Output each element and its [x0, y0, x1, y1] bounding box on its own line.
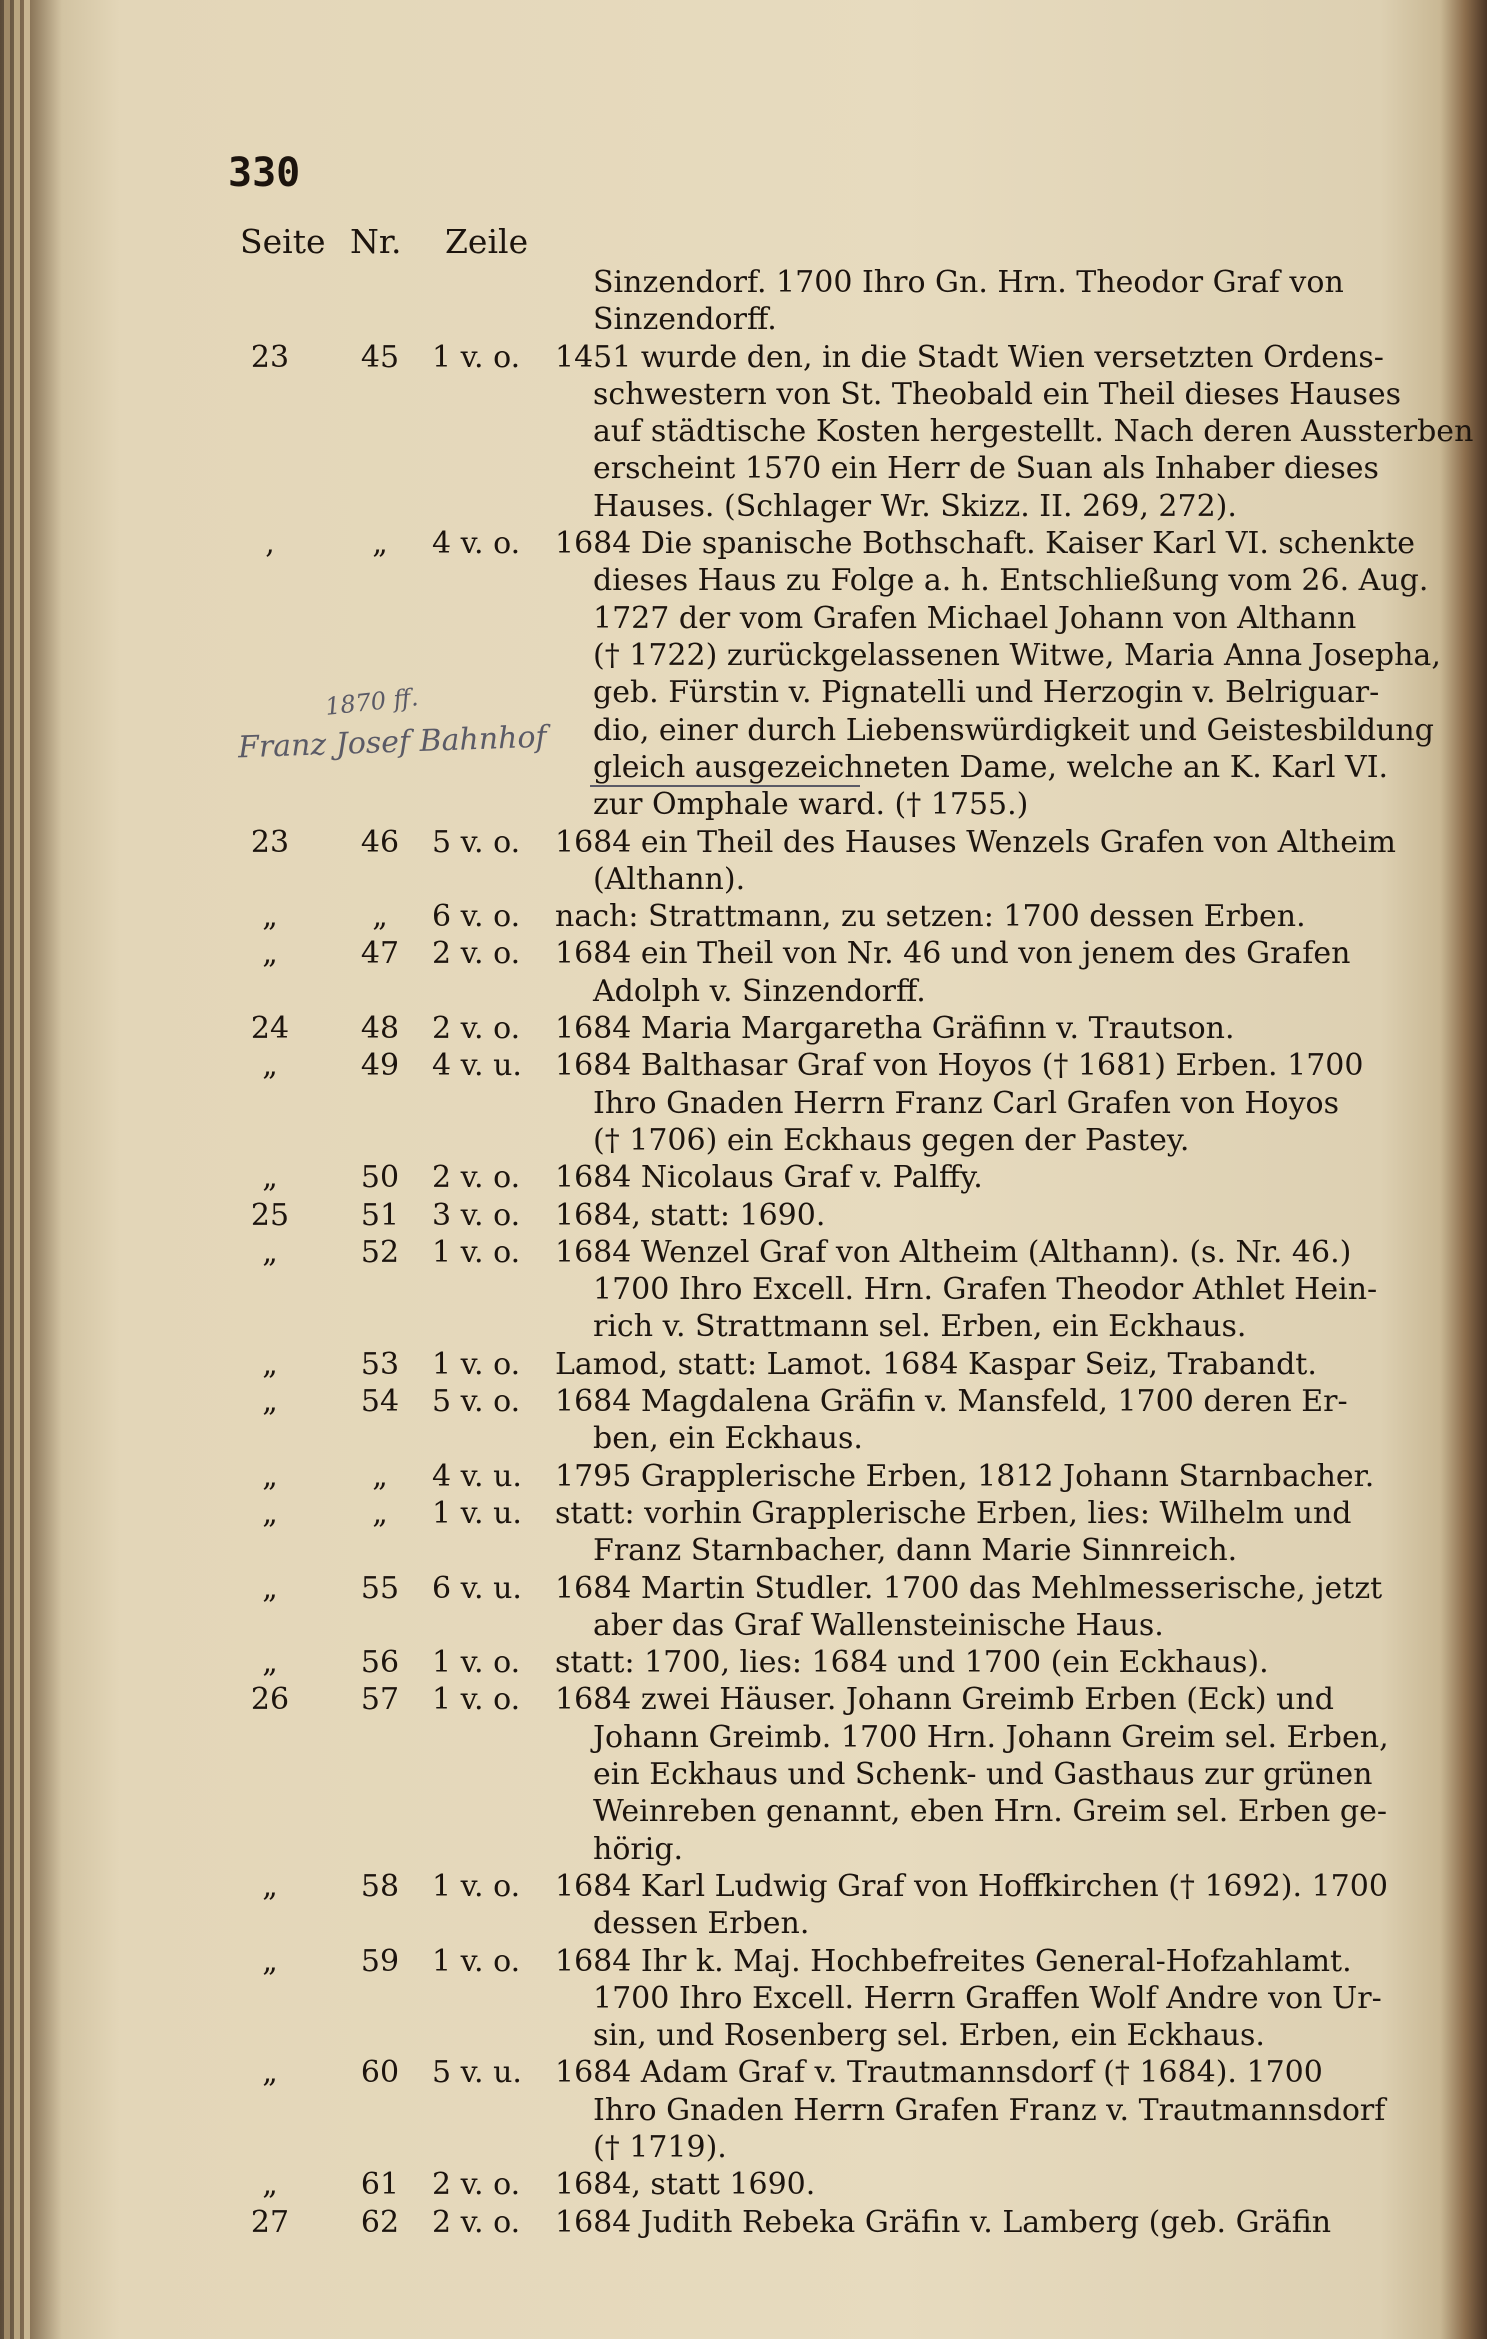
errata-entry — [0, 1644, 1487, 1681]
header-seite: Seite — [240, 222, 326, 261]
entry-zeile: 2 v. o. — [432, 2167, 521, 2203]
entry-text-line: 1684, statt 1690. — [555, 2167, 816, 2203]
entry-text — [555, 2166, 1395, 2203]
entry-text-line: 1795 Grapplerische Erben, 1812 Johann Starnbacher. — [555, 1458, 1375, 1494]
errata-entry — [0, 824, 1487, 899]
entry-seite: 27 — [250, 2204, 290, 2240]
entry-text — [555, 2204, 1395, 2241]
entry-text-line: Hauses. (Schlager Wr. Skizz. II. 269, 272). — [593, 488, 1237, 524]
entry-zeile: 4 v. u. — [432, 1048, 522, 1084]
entry-text-line: Johann Greimb. 1700 Hrn. Johann Greim sel. Erben, — [593, 1719, 1389, 1755]
entry-text — [555, 1159, 1395, 1196]
entry-text-line: Lamod, statt: Lamot. 1684 Kaspar Seiz, Trabandt. — [555, 1346, 1317, 1382]
entry-text-line: Adolph v. Sinzendorff. — [593, 973, 926, 1009]
entry-seite: „ — [262, 1495, 278, 1531]
entry-zeile: 1 v. o. — [432, 1868, 521, 1904]
entry-text-line: sin, und Rosenberg sel. Erben, ein Eckhaus. — [593, 2018, 1265, 2054]
entry-text-line: Ihro Gnaden Herrn Franz Carl Grafen von Hoyos — [593, 1085, 1339, 1121]
entry-zeile: 1 v. u. — [432, 1495, 522, 1531]
entry-nr: 58 — [360, 1868, 400, 1904]
entry-nr: 50 — [360, 1160, 400, 1196]
entry-text-line: geb. Fürstin v. Pignatelli und Herzogin v. Belriguar- — [593, 675, 1380, 711]
entry-nr: 62 — [360, 2204, 400, 2240]
entry-text — [555, 1495, 1395, 1570]
entry-text-line: auf städtische Kosten hergestellt. Nach deren Aussterben — [593, 414, 1474, 450]
entry-text — [555, 1644, 1395, 1681]
entry-nr: 52 — [360, 1234, 400, 1270]
entry-zeile: 5 v. u. — [432, 2055, 522, 2091]
entry-seite: 26 — [250, 1682, 290, 1718]
header-zeile: Zeile — [445, 222, 529, 261]
entry-zeile: 1 v. o. — [432, 1234, 521, 1270]
entry-zeile: 4 v. u. — [432, 1458, 522, 1494]
entry-text — [555, 935, 1395, 1010]
errata-entry — [0, 264, 1487, 339]
errata-entry — [0, 1010, 1487, 1047]
entry-text-line: rich v. Strattmann sel. Erben, ein Eckhaus. — [593, 1309, 1247, 1345]
entry-text — [555, 1458, 1395, 1495]
entry-zeile: 1 v. o. — [432, 339, 521, 375]
entry-text-line: erscheint 1570 ein Herr de Suan als Inhaber dieses — [593, 451, 1379, 487]
entry-text-line: zur Omphale ward. († 1755.) — [593, 787, 1029, 823]
errata-entry — [0, 1159, 1487, 1196]
entry-text-line: 1684 Maria Margaretha Gräfinn v. Trautson. — [555, 1011, 1235, 1046]
entry-nr: 54 — [360, 1384, 400, 1419]
entry-nr: „ — [372, 1458, 388, 1494]
entry-seite: , — [265, 526, 275, 562]
entry-text-line: 1451 wurde den, in die Stadt Wien versetzten Ordens- — [555, 339, 1384, 375]
entry-text-line: 1684 Magdalena Gräfin v. Mansfeld, 1700 deren Er- — [555, 1384, 1348, 1419]
entry-nr: 57 — [360, 1682, 400, 1718]
errata-entry — [0, 2054, 1487, 2166]
errata-entry — [0, 1458, 1487, 1495]
errata-entry — [0, 1681, 1487, 1868]
entry-nr: 55 — [360, 1570, 400, 1606]
entry-text — [555, 525, 1441, 823]
entry-text-line: 1700 Ihro Excell. Herrn Graffen Wolf Andre von Ur- — [593, 1980, 1382, 2016]
entry-nr: 47 — [360, 936, 400, 972]
entry-text-line: 1684 Judith Rebeka Gräfin v. Lamberg (geb. Gräfin — [555, 2204, 1332, 2240]
entry-text-line: 1684 Karl Ludwig Graf von Hoffkirchen († 1692). 1700 — [555, 1868, 1388, 1904]
entry-zeile: 6 v. o. — [432, 899, 521, 935]
entry-text — [555, 2054, 1395, 2166]
entry-text-line: 1684 ein Theil des Hauses Wenzels Grafen von Altheim — [555, 824, 1396, 860]
entry-text-line: 1684 Adam Graf v. Trautmannsdorf († 1684). 1700 — [555, 2055, 1323, 2091]
errata-entry — [0, 1383, 1487, 1458]
entry-text — [555, 1943, 1395, 2055]
entry-text-line: 1684 zwei Häuser. Johann Greimb Erben (Eck) und — [555, 1682, 1334, 1718]
entry-nr: „ — [372, 1495, 388, 1531]
entry-text-line: Franz Starnbacher, dann Marie Sinnreich. — [593, 1533, 1238, 1569]
page-number: 330 — [228, 150, 301, 196]
entry-text-line: Sinzendorff. — [593, 302, 777, 338]
entry-zeile: 6 v. u. — [432, 1570, 522, 1606]
entry-text — [555, 898, 1395, 935]
entry-zeile: 5 v. o. — [432, 1384, 521, 1419]
entry-nr: 49 — [360, 1048, 400, 1084]
entry-text-line: (Althann). — [593, 861, 746, 897]
entry-text-line: 1700 Ihro Excell. Hrn. Grafen Theodor Athlet Hein- — [593, 1272, 1378, 1308]
errata-entry — [0, 1346, 1487, 1383]
entry-text-line: 1684 ein Theil von Nr. 46 und von jenem des Grafen — [555, 936, 1351, 972]
errata-entry — [0, 1868, 1487, 1943]
entry-text-line: 1684 Balthasar Graf von Hoyos († 1681) Erben. 1700 — [555, 1048, 1364, 1084]
entry-nr: „ — [372, 899, 388, 935]
entry-text-line: 1684 Wenzel Graf von Altheim (Althann). (s. Nr. 46.) — [555, 1234, 1352, 1270]
entry-zeile: 5 v. o. — [432, 824, 521, 860]
entry-seite: „ — [262, 1160, 278, 1196]
entry-seite: 24 — [250, 1011, 290, 1046]
entry-text-line: 1684 Martin Studler. 1700 das Mehlmesserische, jetzt — [555, 1570, 1383, 1606]
errata-entry — [0, 1495, 1487, 1570]
entry-text-line: 1684 Ihr k. Maj. Hochbefreites General-Hofzahlamt. — [555, 1943, 1352, 1979]
entry-text — [555, 1047, 1395, 1159]
entry-seite: „ — [262, 899, 278, 935]
entry-zeile: 2 v. o. — [432, 2204, 521, 2240]
entry-text-line: ein Eckhaus und Schenk- und Gasthaus zur grünen — [593, 1756, 1373, 1792]
errata-entry — [0, 1943, 1487, 2055]
entry-zeile: 1 v. o. — [432, 1645, 521, 1681]
entry-zeile: 2 v. o. — [432, 1011, 521, 1046]
entry-text — [555, 1346, 1395, 1383]
entry-text-line: statt: 1700, lies: 1684 und 1700 (ein Eckhaus). — [555, 1645, 1269, 1681]
entry-text-line: 1684 Nicolaus Graf v. Palffy. — [555, 1160, 983, 1196]
entry-seite: „ — [262, 936, 278, 972]
entry-seite: „ — [262, 1048, 278, 1084]
entry-text-line: hörig. — [593, 1831, 684, 1867]
entry-seite: 25 — [250, 1197, 290, 1233]
entry-text-line: nach: Strattmann, zu setzen: 1700 dessen Erben. — [555, 899, 1306, 935]
errata-entry — [0, 1197, 1487, 1234]
entry-text — [555, 824, 1395, 899]
handwritten-year: 1870 ff. — [323, 683, 420, 721]
entry-text-line: dieses Haus zu Folge a. h. Entschließung vom 26. Aug. — [593, 563, 1429, 599]
entry-nr: 46 — [360, 824, 400, 860]
errata-entry — [0, 1047, 1487, 1159]
entry-seite: „ — [262, 1458, 278, 1494]
entry-zeile: 1 v. o. — [432, 1943, 521, 1979]
entry-seite: „ — [262, 2167, 278, 2203]
entry-nr: 59 — [360, 1943, 400, 1979]
errata-entry — [0, 525, 1487, 823]
entry-seite: „ — [262, 1234, 278, 1270]
errata-entry — [0, 2204, 1487, 2241]
entry-zeile: 3 v. o. — [432, 1197, 521, 1233]
entry-text — [555, 1570, 1395, 1645]
entry-seite: „ — [262, 2055, 278, 2091]
entry-nr: 51 — [360, 1197, 400, 1233]
errata-entry — [0, 1570, 1487, 1645]
errata-entry — [0, 339, 1487, 526]
entry-text-line: († 1722) zurückgelassenen Witwe, Maria Anna Josepha, — [593, 637, 1441, 673]
entry-nr: 53 — [360, 1346, 400, 1382]
entry-text-line: 1684 Die spanische Bothschaft. Kaiser Karl VI. schenkte — [555, 526, 1416, 562]
errata-entry — [0, 2166, 1487, 2203]
entry-nr: 48 — [360, 1011, 400, 1046]
entry-text — [555, 1681, 1395, 1867]
entry-text-line: ben, ein Eckhaus. — [593, 1421, 863, 1457]
entry-seite: „ — [262, 1943, 278, 1979]
entry-zeile: 2 v. o. — [432, 1160, 521, 1196]
handwritten-margin-note: Franz Josef Bahnhof — [237, 719, 548, 766]
entry-seite: „ — [262, 1570, 278, 1606]
entry-text — [555, 1234, 1395, 1346]
entry-text-line: aber das Graf Wallensteinische Haus. — [593, 1607, 1164, 1643]
entry-seite: 23 — [250, 339, 290, 375]
entry-zeile: 2 v. o. — [432, 936, 521, 972]
entry-nr: 56 — [360, 1645, 400, 1681]
entry-nr: 45 — [360, 339, 400, 375]
entry-text-line: († 1719). — [593, 2129, 727, 2165]
entry-text — [555, 1197, 1395, 1234]
errata-entry — [0, 1234, 1487, 1346]
entry-text — [555, 1010, 1395, 1047]
entry-text-line: dio, einer durch Liebenswürdigkeit und Geistesbildung — [593, 712, 1434, 748]
entry-text — [555, 339, 1474, 525]
entry-nr: 61 — [360, 2167, 400, 2203]
entry-seite: „ — [262, 1384, 278, 1419]
entry-seite: „ — [262, 1868, 278, 1904]
entry-text-line: schwestern von St. Theobald ein Theil dieses Hauses — [593, 376, 1402, 412]
handwritten-underline — [590, 785, 860, 787]
entry-text-line: Weinreben genannt, eben Hrn. Greim sel. Erben ge- — [593, 1794, 1387, 1830]
entry-text-line: Sinzendorf. 1700 Ihro Gn. Hrn. Theodor Graf von — [593, 265, 1344, 300]
errata-entry — [0, 935, 1487, 1010]
entry-text-line: dessen Erben. — [593, 1906, 810, 1942]
entry-nr: „ — [372, 526, 388, 562]
entry-seite: „ — [262, 1645, 278, 1681]
entry-text-line: gleich ausgezeichneten Dame, welche an K. Karl VI. — [593, 749, 1389, 785]
entry-text — [555, 1383, 1395, 1458]
entry-text-line: 1684, statt: 1690. — [555, 1197, 826, 1233]
entry-seite: „ — [262, 1346, 278, 1382]
entry-zeile: 1 v. o. — [432, 1682, 521, 1718]
entry-text-line: Ihro Gnaden Herrn Grafen Franz v. Trautmannsdorf — [593, 2092, 1386, 2128]
entry-zeile: 1 v. o. — [432, 1346, 521, 1382]
errata-entry — [0, 898, 1487, 935]
header-nr: Nr. — [350, 222, 402, 261]
entry-zeile: 4 v. o. — [432, 526, 521, 562]
entry-text-line: 1727 der vom Grafen Michael Johann von Althann — [593, 600, 1357, 636]
entry-text — [555, 1868, 1395, 1943]
entry-text — [555, 264, 1395, 339]
entry-nr: 60 — [360, 2055, 400, 2091]
entry-text-line: († 1706) ein Eckhaus gegen der Pastey. — [593, 1122, 1190, 1158]
entry-text-line: statt: vorhin Grapplerische Erben, lies: Wilhelm und — [555, 1495, 1352, 1531]
entry-seite: 23 — [250, 824, 290, 860]
